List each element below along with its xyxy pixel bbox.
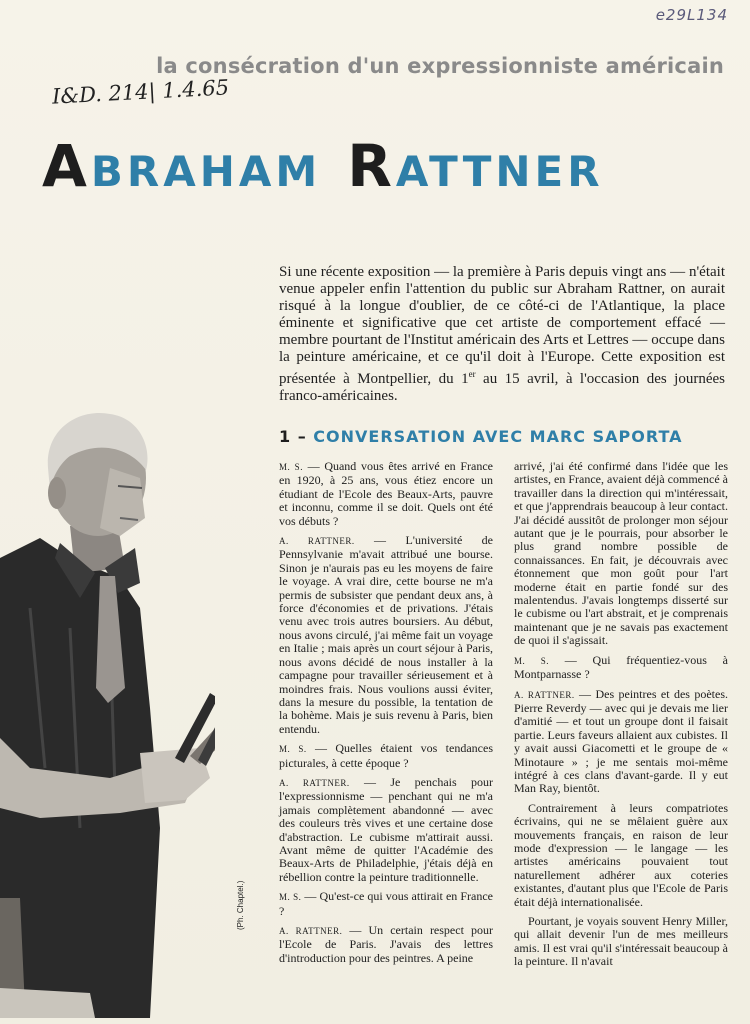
paragraph-text: — Je penchais pour l'expressionnisme — penchant qui ne m'a jamais complètement abandonné — avec des couleurs très vives et une certaine dose d'abstraction. Le cubisme m'attirait aussi. Avant même de quitter l'Académie des Beaux-Arts de Philadelphie, j'étais déjà en rébellion contre la peinture traditionnelle. bbox=[279, 774, 493, 884]
paragraph-text: — Quand vous êtes arrivé en France en 1920, à 25 ans, vous étiez encore un étudiant de l'Ecole des Beaux-Arts, pauvre et inconnu, comme il se doit. Quels ont été vos débuts ? bbox=[279, 459, 493, 528]
interview-paragraph bbox=[514, 915, 728, 969]
interview-paragraph bbox=[279, 534, 493, 736]
speaker-label: M. S. bbox=[279, 744, 307, 755]
interview-paragraph bbox=[514, 460, 728, 648]
section-heading bbox=[279, 427, 729, 446]
intro-superscript: er bbox=[468, 369, 476, 379]
speaker-label: A. RATTNER. bbox=[279, 777, 350, 788]
paragraph-text: — Un certain respect pour l'Ecole de Paris. J'avais des lettres d'introduction pour des peintres. A peine bbox=[279, 923, 493, 965]
interview-paragraph bbox=[279, 776, 493, 884]
title-last-name-rest: ATTNER bbox=[395, 147, 604, 196]
speaker-label: M. S. bbox=[279, 892, 302, 903]
paragraph-text: Pourtant, je voyais souvent Henry Miller, qui allait devenir l'un de mes meilleurs amis. Il est vrai qu'il s'intéressait beaucoup à la peinture. Il n'avait bbox=[514, 914, 728, 969]
article-kicker: la consécration d'un expressionniste américain bbox=[156, 54, 724, 78]
article-title bbox=[42, 132, 604, 200]
interview-paragraph bbox=[279, 924, 493, 965]
paragraph-text: — Qu'est-ce qui vous attirait en France ? bbox=[279, 889, 493, 918]
intro-text-end: au 15 avril, à l'occasion des journées franco-américaines. bbox=[279, 371, 725, 404]
speaker-label: M. S. bbox=[279, 462, 303, 472]
section-number: 1 – bbox=[279, 427, 307, 446]
title-initial-first: A bbox=[42, 132, 91, 200]
interview-paragraph bbox=[514, 688, 728, 796]
interview-paragraph bbox=[279, 890, 493, 918]
paragraph-text: — L'université de Pennsylvanie m'avait attribué une bourse. Sinon je n'aurais pas eu les moyens de faire le voyage. A vrai dire, cette bourse ne m'a permis de subsister que pendant deux ans, à force d'économies et de privations. J'étais venu avec trois autres boursiers. Au début, nous avons circulé, j'ai même fait un voyage en Italie ; mais après un court séjour à Paris, nous avons décidé de nous installer à la campagne pour travailler sérieusement et à moindres frais. Nous voulions aussi éviter, dans la mesure du possible, la tentation de la bohème. Mais je suis revenu à Paris, bien entendu. bbox=[279, 533, 494, 736]
interview-column-right bbox=[514, 460, 728, 975]
photo-credit: (Ph. Chaptel.) bbox=[236, 880, 245, 930]
intro-paragraph bbox=[279, 264, 725, 405]
handwritten-note: I&D. 214| 1.4.65 bbox=[51, 75, 230, 109]
paragraph-text: — Quelles étaient vos tendances picturales, à cette époque ? bbox=[279, 741, 493, 770]
title-first-name-rest: BRAHAM bbox=[90, 147, 322, 196]
artist-portrait-photo bbox=[0, 408, 215, 1018]
intro-text: Si une récente exposition — la première à Paris depuis vingt ans — n'était venue appeler enfin l'attention du public sur Abraham Rattner, on aurait risqué à la longue d'oublier, de ce côté-ci de l'Atlantique, la place éminente et significative que cet artiste de comportement effacé — membre pourtant de l'Institut américain des Arts et Lettres — occupe dans la peinture américaine, et ce qu'il doit à l'Europe. Cette exposition est présentée à Montpellier, du 1 bbox=[279, 264, 725, 387]
speaker-label: A. RATTNER. bbox=[279, 926, 343, 936]
paragraph-text: — Des peintres et des poètes. Pierre Reverdy — avec qui je devais me lier d'amitié — et tout un groupe dont il faisait partie. Leurs faveurs allaient aux cubistes. Il y avait aussi Giacometti et le groupe de « Minotaure » ; je me sentais moi-même intégré à ces clans d'avant-garde. Il y eut Man Ray, bientôt. bbox=[514, 686, 729, 796]
interview-paragraph bbox=[514, 802, 728, 909]
title-initial-last: R bbox=[347, 132, 396, 200]
interview-paragraph bbox=[514, 654, 728, 682]
paragraph-text: Contrairement à leurs compatriotes écrivains, qui ne se mêlaient guère aux mouvements français, en raison de leur mode d'expression — le langage — les artistes américains pouvaient tout naturellement adhérer aux coteries existantes, d'autant plus que l'Ecole de Paris était déjà internationalisée. bbox=[514, 800, 728, 909]
speaker-label: A. RATTNER. bbox=[514, 689, 575, 700]
paragraph-text: arrivé, j'ai été confirmé dans l'idée que les artistes, en France, avaient déjà commencé à travailler dans la direction qui m'intéressait, et que j'apprendrais beaucoup à leur contact. J'ai décidé aussitôt de prolonger mon séjour autant que je le pourrais, pour absorber le plus grand nombre possible de connaissances. En fait, je découvrais avec étonnement que mon goût pour l'art moderne était en partie fondé sur des malentendus. J'avais longtemps disserté sur le cubisme ou l'art abstrait, et je comprenais maintenant que je ne savais pas exactement de quoi il s'agissait. bbox=[514, 459, 728, 648]
section-title: CONVERSATION AVEC MARC SAPORTA bbox=[313, 427, 683, 446]
paragraph-text: — Qui fréquentiez-vous à Montparnasse ? bbox=[514, 652, 728, 682]
interview-column-left bbox=[279, 460, 493, 971]
speaker-label: M. S. bbox=[514, 655, 550, 666]
speaker-label: A. RATTNER. bbox=[279, 536, 355, 547]
interview-paragraph bbox=[279, 460, 493, 528]
archive-reference: e29L134 bbox=[655, 6, 728, 24]
interview-paragraph bbox=[279, 742, 493, 770]
